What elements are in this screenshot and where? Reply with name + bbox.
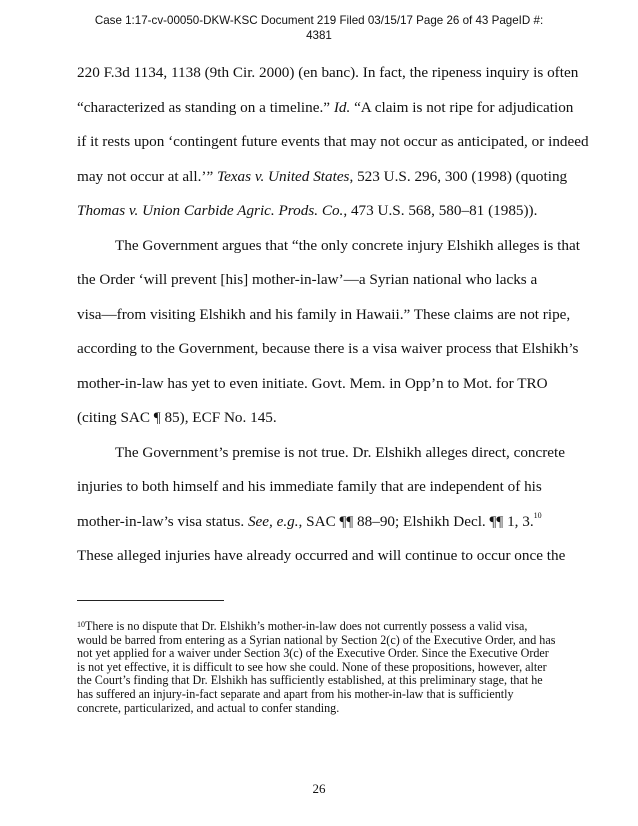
footnote-line	[77, 647, 577, 661]
body-line	[77, 340, 578, 358]
footnote-text: has suffered an injury-in-fact separate and apart from his mother-in-law that is sufficiently	[77, 686, 514, 701]
footnote	[77, 620, 577, 715]
text-run: These alleged injuries have already occurred and will continue to occur once the	[77, 547, 566, 564]
text-run: “A claim is not ripe for adjudication	[350, 98, 574, 116]
body-line	[77, 64, 578, 82]
text-run: the Order ‘will prevent [his] mother-in-law’—a Syrian national who lacks a	[77, 271, 538, 288]
footnote-line	[77, 661, 577, 675]
body-line	[77, 444, 565, 462]
case-header-line1: Case 1:17-cv-00050-DKW-KSC Document 219 Filed 03/15/17 Page 26 of 43 PageID #:	[94, 14, 544, 27]
text-run: according to the Government, because there is a visa waiver process that Elshikh’s	[77, 340, 579, 357]
text-run: , 523 U.S. 296, 300 (1998) (quoting	[349, 167, 568, 185]
body-line	[77, 510, 542, 531]
text-run: “characterized as standing on a timeline.”	[77, 98, 334, 116]
case-header-line2: 4381	[306, 29, 332, 42]
body-line	[77, 547, 565, 565]
case-header	[0, 13, 638, 43]
page-number: 26	[312, 781, 326, 796]
text-run: , 473 U.S. 568, 580–81 (1985)).	[343, 202, 538, 219]
citation-italic: Texas v. United States	[217, 167, 350, 185]
text-run: mother-in-law’s visa status.	[77, 512, 248, 530]
footnote-text: There is no dispute that Dr. Elshikh’s mother-in-law does not currently possess a valid visa,	[85, 619, 528, 633]
text-run: may not occur at all.’”	[77, 167, 218, 185]
body-line	[77, 202, 537, 220]
body-line	[77, 375, 548, 393]
footnote-text: concrete, particularized, and actual to confer standing.	[77, 700, 340, 715]
text-run: injuries to both himself and his immediate family that are independent of his	[77, 478, 542, 495]
footnote-line	[77, 702, 577, 716]
footnote-number: 10	[77, 620, 85, 629]
body-line	[77, 306, 570, 324]
body-line	[77, 99, 573, 117]
body-line	[77, 409, 277, 427]
text-run: The Government argues that “the only concrete injury Elshikh alleges is that	[115, 236, 580, 254]
text-run: mother-in-law has yet to even initiate. Govt. Mem. in Opp’n to Mot. for TRO	[77, 374, 548, 392]
footnote-text: would be barred from entering as a Syrian national by Section 2(c) of the Executive Order, and has	[77, 632, 556, 647]
footnote-reference: 10	[533, 510, 542, 520]
citation-italic: Thomas v. Union Carbide Agric. Prods. Co.	[77, 202, 344, 219]
footnote-divider	[77, 600, 224, 601]
text-run: SAC ¶¶ 88–90; Elshikh Decl. ¶¶ 1, 3.	[302, 512, 534, 530]
footnote-line	[77, 620, 577, 634]
text-run: 220 F.3d 1134, 1138 (9th Cir. 2000) (en banc). In fact, the ripeness inquiry is often	[77, 64, 579, 81]
citation-italic: Id.	[333, 98, 351, 116]
body-line	[77, 271, 537, 289]
footnote-line	[77, 634, 577, 648]
footnote-text: the Court’s finding that Dr. Elshikh has sufficiently established, at this preliminary stage, that he	[77, 673, 543, 688]
body-line	[77, 168, 567, 186]
footnote-text: is not yet effective, it is difficult to see how she could. None of these propositions, however, alter	[77, 659, 547, 674]
footnote-line	[77, 688, 577, 702]
citation-italic: See, e.g.,	[247, 512, 303, 530]
body-line	[77, 478, 542, 496]
text-run: The Government’s premise is not true. Dr. Elshikh alleges direct, concrete	[115, 443, 566, 461]
footnote-text: not yet applied for a waiver under Section 3(c) of the Executive Order. Since the Executive Order	[77, 646, 549, 661]
text-run: if it rests upon ‘contingent future events that may not occur as anticipated, or indeed	[77, 133, 589, 150]
body-line	[77, 133, 589, 151]
body-line	[77, 237, 580, 255]
footnote-line	[77, 674, 577, 688]
text-run: (citing SAC ¶ 85), ECF No. 145.	[77, 409, 277, 426]
text-run: visa—from visiting Elshikh and his family in Hawaii.” These claims are not ripe,	[77, 305, 571, 323]
